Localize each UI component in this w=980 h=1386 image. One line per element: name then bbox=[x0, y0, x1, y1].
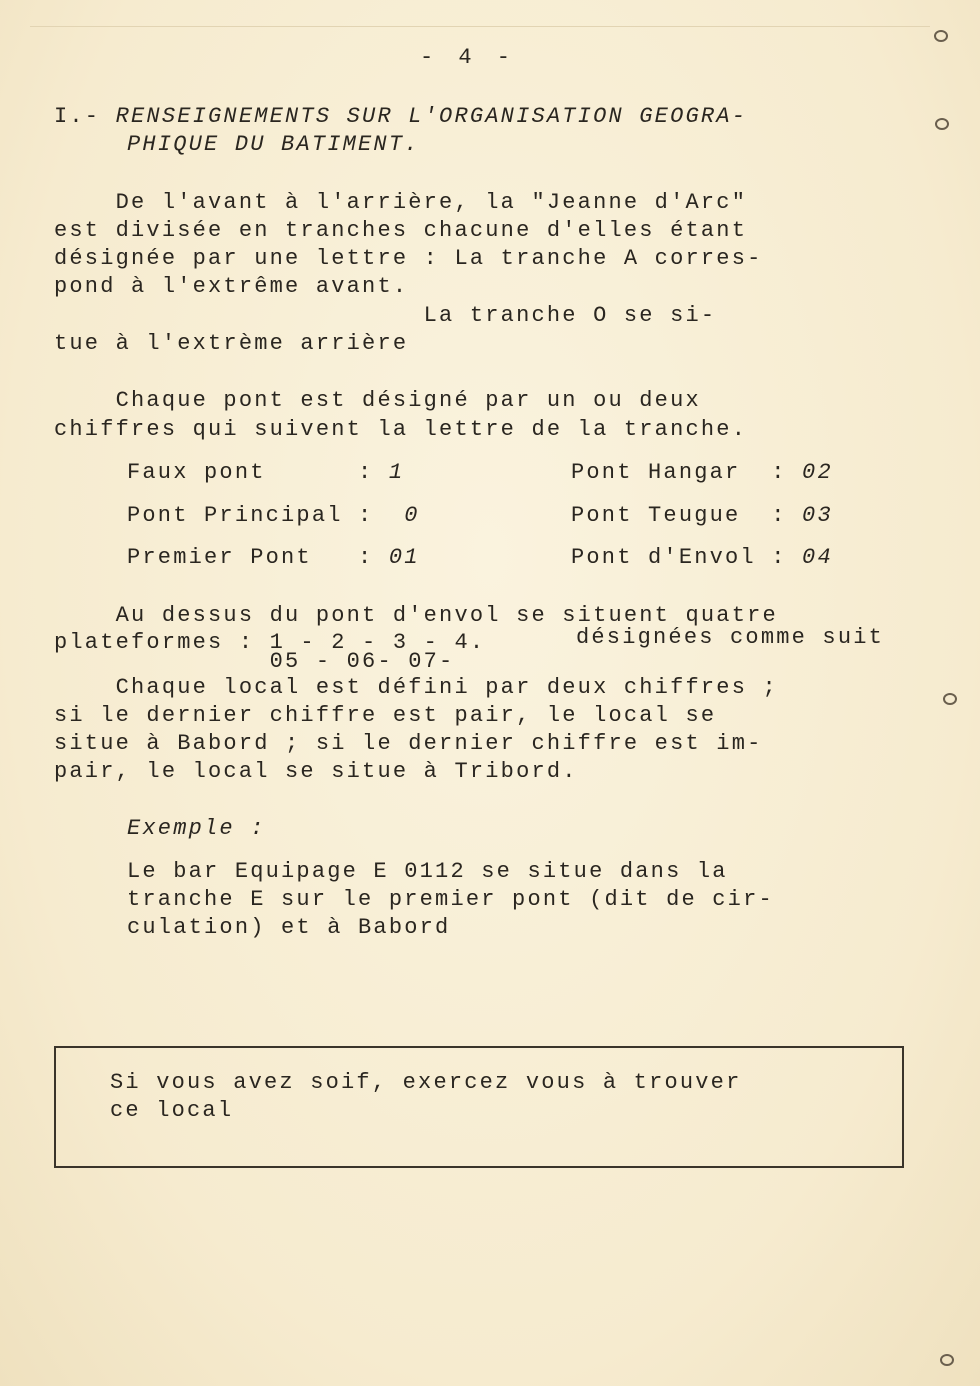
boxed-note-line: Si vous avez soif, exercez vous à trouver bbox=[110, 1070, 742, 1095]
punch-hole-mark bbox=[940, 1354, 954, 1366]
deck-code: 04 bbox=[802, 545, 833, 570]
deck-code: 1 bbox=[388, 460, 405, 485]
page-number: - 4 - bbox=[420, 45, 517, 70]
deck-code: 0 bbox=[404, 503, 420, 528]
deck-name: Pont d'Envol : bbox=[571, 545, 787, 570]
deck-code: 02 bbox=[802, 460, 833, 485]
punch-hole-mark bbox=[934, 30, 948, 42]
deck-entry bbox=[127, 502, 420, 530]
paragraph-line: plateformes : 1 - 2 - 3 - 4. bbox=[54, 630, 486, 655]
deck-entry bbox=[571, 502, 833, 530]
section-title-line2: PHIQUE DU BATIMENT. bbox=[127, 132, 420, 157]
deck-entry bbox=[571, 544, 833, 572]
paragraph-line: Au dessus du pont d'envol se situent quatre bbox=[54, 603, 778, 628]
paragraph-line-tail: désignées comme suit bbox=[576, 625, 885, 650]
paragraph-line: situe à Babord ; si le dernier chiffre est im- bbox=[54, 731, 763, 756]
paragraph-line: Chaque local est défini par deux chiffres ; bbox=[54, 675, 778, 700]
platform-codes-line: 05 - 06- 07- bbox=[54, 649, 455, 674]
paragraph-line: De l'avant à l'arrière, la "Jeanne d'Arc" bbox=[54, 190, 748, 215]
paragraph-line: désignée par une lettre : La tranche A corres- bbox=[54, 246, 763, 271]
section-title-line1: RENSEIGNEMENTS SUR L'ORGANISATION GEOGRA- bbox=[115, 104, 748, 129]
example-line: Le bar Equipage E 0112 se situe dans la bbox=[127, 859, 728, 884]
punch-hole-mark bbox=[935, 118, 949, 130]
page-top-rule bbox=[30, 26, 930, 27]
deck-name: Faux pont : bbox=[127, 460, 374, 485]
example-label: Exemple : bbox=[127, 816, 266, 841]
paragraph-line: La tranche O se si- bbox=[54, 303, 717, 328]
paragraph-line: pair, le local se situe à Tribord. bbox=[54, 759, 578, 784]
example-line: culation) et à Babord bbox=[127, 915, 451, 940]
deck-code: 03 bbox=[802, 503, 833, 528]
example-line: tranche E sur le premier pont (dit de cir- bbox=[127, 887, 774, 912]
deck-code: 01 bbox=[388, 545, 420, 570]
section-heading-line1 bbox=[54, 103, 747, 131]
boxed-note-line: ce local bbox=[110, 1098, 234, 1123]
section-prefix: I.- bbox=[54, 104, 116, 129]
paragraph-line: si le dernier chiffre est pair, le local se bbox=[54, 703, 717, 728]
deck-name: Pont Principal : bbox=[127, 503, 374, 528]
deck-name: Premier Pont : bbox=[127, 545, 374, 570]
paragraph-line: Chaque pont est désigné par un ou deux bbox=[54, 388, 701, 413]
punch-hole-mark bbox=[943, 693, 957, 705]
deck-name: Pont Hangar : bbox=[571, 460, 787, 485]
paragraph-line: tue à l'extrème arrière bbox=[54, 331, 409, 356]
paragraph-line: chiffres qui suivent la lettre de la tranche. bbox=[54, 417, 748, 442]
deck-name: Pont Teugue : bbox=[571, 503, 787, 528]
paragraph-line: est divisée en tranches chacune d'elles étant bbox=[54, 218, 748, 243]
paragraph-line: pond à l'extrême avant. bbox=[54, 274, 409, 299]
deck-entry bbox=[127, 544, 420, 572]
deck-entry bbox=[127, 459, 404, 487]
deck-entry bbox=[571, 459, 833, 487]
